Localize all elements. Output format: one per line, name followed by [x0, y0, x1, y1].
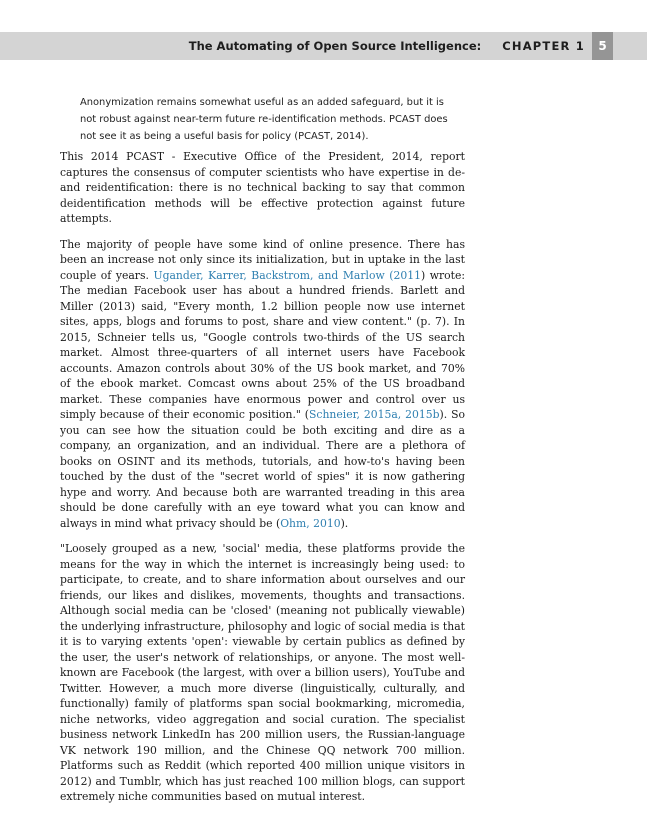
paragraph-3: "Loosely grouped as a new, 'social' media, these platforms provide the means for the way in which the internet is increasingly being used: to participate, to create, and to share information about ourselves and our friends, our likes and dislikes, movements, thoughts and transactions. Although social media can be 'closed' (meaning not publically viewable) the underlying infrastructure, philosophy and logic of social media is that it is to varying extents 'open': viewable by certain publics as defined by the user, the user's network of relationships, or anyone. The most well-known are Facebook (the largest, with over a billion users), YouTube and Twitter. However, a much more diverse (linguistically, culturally, and functionally) family of platforms span social bookmarking, micromedia, niche networks, video aggregation and social curation. The specialist business network LinkedIn has 200 million users, the Russian-language VK network 190 million, and the Chinese QQ network 700 million. Platforms such as Reddit (which reported 400 million unique visitors in 2012) and Tumblr, which has just reached 100 million blogs, can support extremely niche communities based on mutual interest. — [60, 542, 465, 803]
paragraph-2-text-4: ). — [340, 516, 349, 530]
citation-ohm-link[interactable]: Ohm, 2010 — [280, 516, 341, 530]
chapter-label: CHAPTER 1 — [502, 39, 585, 53]
block-quote — [80, 95, 460, 145]
running-header — [189, 39, 585, 53]
running-title: The Automating of Open Source Intelligence: — [188, 39, 482, 53]
citation-ugander-link[interactable]: Ugander, Karrer, Backstrom, and Marlow (2011 — [153, 268, 421, 282]
paragraph-2-text-3: ). So you can see how the situation could be both exciting and dire as a company, an organization, and an individual. There are a plethora of books on OSINT and its methods, tutorials, and how-to's having been touched by the dust of the "secret world of spies" it is now gathering hype and worry. And because both are warranted treading in this area should be done carefully with an eye toward what you can know and always in mind what privacy should be ( — [60, 408, 465, 530]
quote-text: Anonymization remains somewhat useful as an added safeguard, but it is not robust against near-term future re-identification methods. PCAST does not see it as being a useful basis for policy (PCAST, 2014). — [80, 97, 448, 142]
citation-schneier-link[interactable]: Schneier, 2015a, 2015b — [309, 408, 440, 421]
paragraph-2-text-2: ) wrote: The median Facebook user has about a hundred friends. Barlett and Miller (2013) said, "Every month, 1.2 billion people now use internet sites, apps, blogs and forums to post, share and view content." (p. 7). In 2015, Schneier tells us, "Google controls two-thirds of the US search market. Almost three-quarters of all internet users have Facebook accounts. Amazon controls about 30% of the US book market, and 70% of the ebook market. Comcast owns about 25% of the US broadband market. These companies have enormous power and control over us simply because of their economic position." ( — [60, 268, 466, 421]
body-text — [60, 149, 465, 815]
paragraph-2 — [60, 237, 465, 532]
paragraph-2-text-1: The majority of people have some kind of online presence. There has been an increase not only since its initialization, but in uptake in the last couple of years. — [60, 237, 465, 282]
paragraph-1: This 2014 PCAST - Executive Office of the President, 2014, report captures the consensus of computer scientists who have expertise in de- and reidentification: there is no technical backing to say that common deidentification methods will be effective protection against future attempts. — [60, 150, 465, 225]
page-number: 5 — [592, 32, 613, 60]
